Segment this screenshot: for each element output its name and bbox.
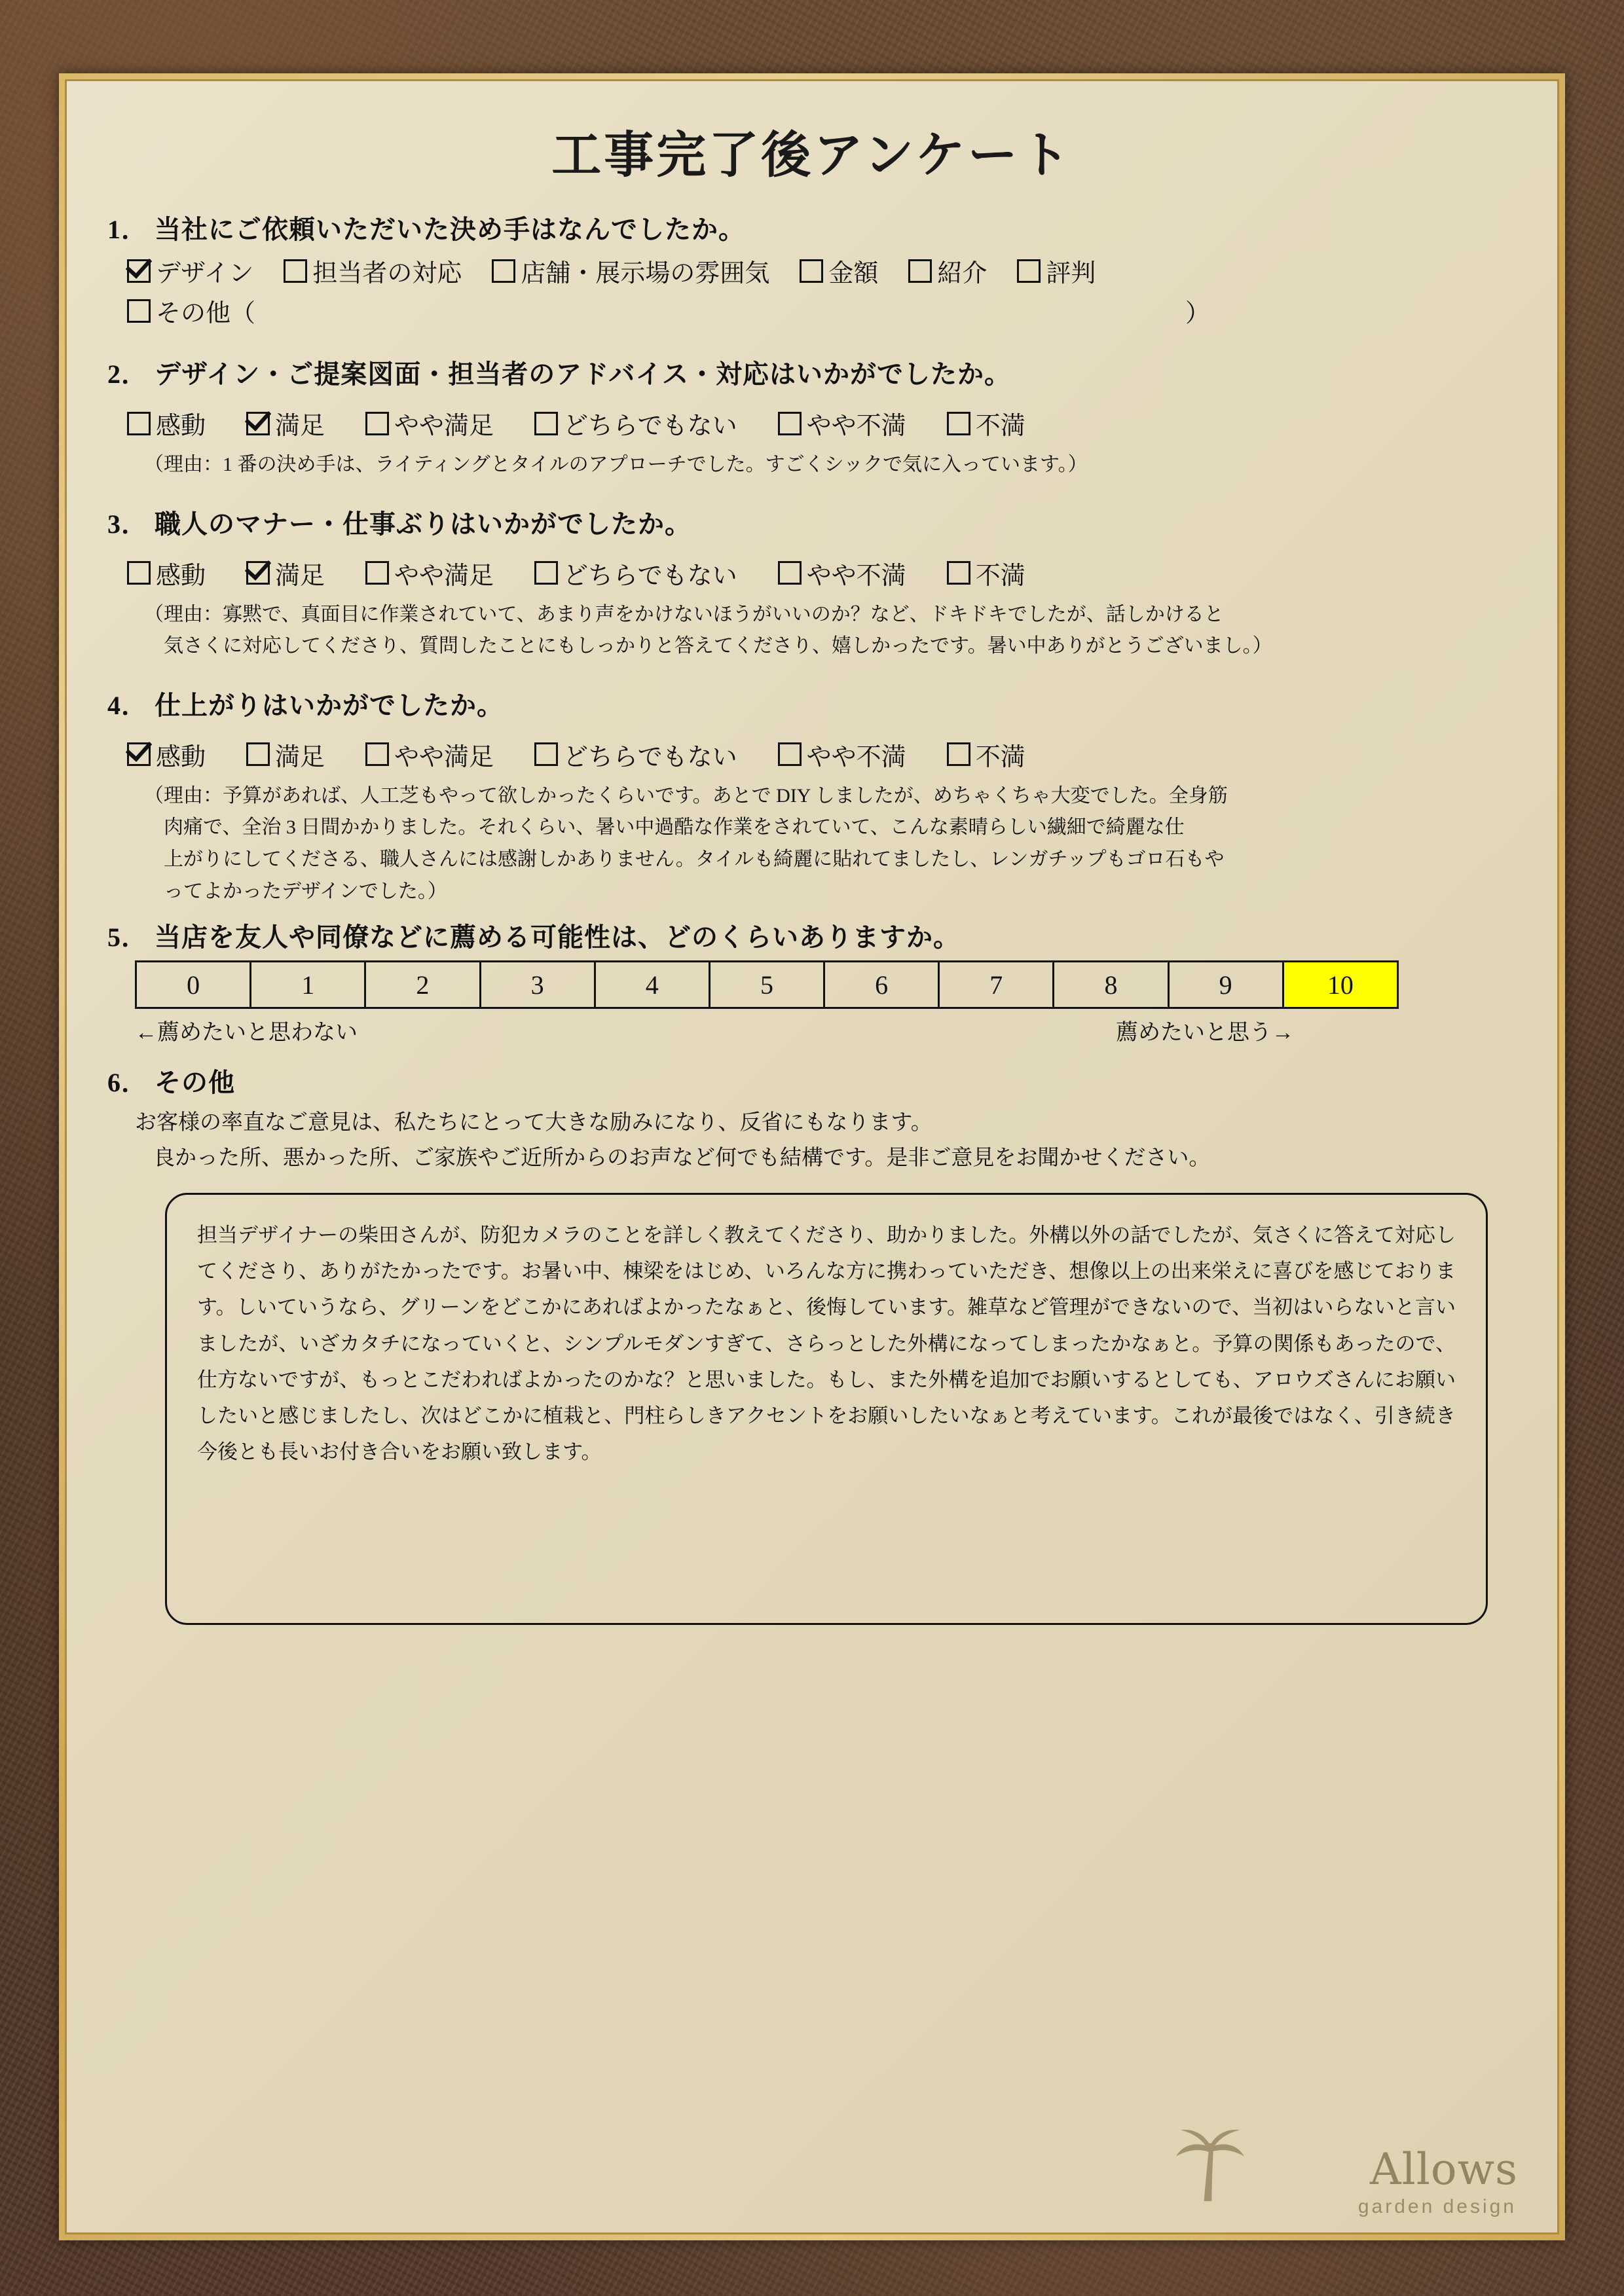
checkbox-icon[interactable] [246, 742, 270, 766]
question-3-options [107, 555, 1517, 591]
option-manzoku[interactable] [246, 405, 325, 441]
nps-scale [135, 960, 1399, 1009]
option-label: 感動 [156, 743, 206, 771]
option-fuman[interactable] [947, 737, 1025, 773]
checkbox-icon[interactable] [534, 412, 558, 435]
option-label: 不満 [975, 743, 1025, 771]
option-dochiratomo[interactable] [534, 737, 737, 773]
checkbox-icon[interactable] [127, 412, 151, 435]
option-label: やや満足 [394, 743, 494, 771]
nps-cell-3[interactable]: 3 [480, 962, 595, 1008]
option-fuman[interactable] [947, 555, 1025, 591]
nps-left-label: ←薦めたいと思わない [135, 1021, 358, 1046]
question-2-number: 2． [107, 359, 148, 389]
checkbox-icon[interactable] [534, 742, 558, 766]
nps-cell-5[interactable]: 5 [709, 962, 824, 1008]
nps-cell-1[interactable]: 1 [251, 962, 365, 1008]
question-4-text: 仕上がりはいかがでしたか。 [155, 690, 504, 720]
option-label: やや満足 [394, 562, 494, 590]
checkbox-icon[interactable] [534, 561, 558, 585]
question-1-other-row[interactable] [107, 293, 1517, 329]
nps-right-label: 薦めたいと思う→ [1116, 1021, 1294, 1046]
checkbox-icon[interactable] [778, 412, 802, 435]
question-2-text: デザイン・ご提案図面・担当者のアドバイス・対応はいかがでしたか。 [155, 359, 1011, 389]
question-6-note [107, 1106, 1517, 1176]
option-label: 不満 [975, 562, 1025, 590]
checkbox-checked-icon[interactable] [127, 742, 151, 766]
question-6-text: その他 [155, 1068, 235, 1098]
nps-cell-6[interactable]: 6 [824, 962, 939, 1008]
option-yaya-fuman[interactable] [778, 405, 906, 441]
question-2-options [107, 405, 1517, 441]
free-comment-box[interactable]: 担当デザイナーの柴田さんが、防犯カメラのことを詳しく教えてくださり、助かりました。外構以外の話でしたが、気さくに答えて対応してくださり、ありがたかったです。お暑い中、棟梁をはじめ、いろんな方に携わっていただき、想像以上の出来栄えに喜びを感じております。しいていうなら、グリーンをどこかにあればよかったなぁと、後悔しています。雑草など管理ができないので、当初はいらないと言いましたが、いざカタチになっていくと、シンプルモダンすぎて、さらっとした外構になってしまったかなぁと。予算の関係もあったので、仕方ないですが、もっとこだわればよかったのかな？と思いました。もし、また外構を追加でお願いするとしても、アロウズさんにお願いしたいと感じましたし、次はどこかに植栽と、門柱らしきアクセントをお願いしたいなぁと考えています。これが最後ではなく、引き続き今後とも長いお付き合いをお願い致します。 [165, 1193, 1488, 1625]
option-label: デザイン [156, 260, 254, 287]
palm-tree-icon [1171, 2124, 1249, 2209]
option-yaya-manzoku[interactable] [365, 405, 494, 441]
nps-scale-wrapper [107, 960, 1517, 1009]
question-5-heading [107, 917, 1517, 954]
nps-cell-10-selected[interactable]: 10 [1283, 962, 1397, 1008]
nps-cell-9[interactable]: 9 [1168, 962, 1283, 1008]
logo-tagline: garden design [1357, 2196, 1517, 2217]
option-yaya-fuman[interactable] [778, 737, 906, 773]
option-dochiratomo[interactable] [534, 405, 737, 441]
logo-name: Allows [1370, 2144, 1518, 2195]
option-kando[interactable] [127, 405, 206, 441]
option-label: どちらでもない [563, 562, 737, 590]
option-label: 紹介 [937, 260, 987, 287]
other-label: その他（ [156, 300, 256, 327]
question-2-reason: （理由：1 番の決め手は、ライティングとタイルのアプローチでした。すごくシックで気に入っています。） [144, 454, 1088, 475]
question-1-heading [107, 209, 1517, 246]
option-label: やや不満 [806, 412, 906, 440]
question-5-text: 当店を友人や同僚などに薦める可能性は、どのくらいありますか。 [155, 922, 960, 953]
checkbox-icon[interactable] [365, 742, 389, 766]
checkbox-icon[interactable] [127, 561, 151, 585]
question-3-reason-line1: （理由：寡黙で、真面目に作業されていて、あまり声をかけないほうがいいのか？など、ドキドキでしたが、話しかけると [144, 603, 1224, 625]
page-title: 工事完了後アンケート [551, 126, 1073, 184]
question-4-reason-line4: ってよかったデザインでした。） [164, 880, 447, 902]
option-label: 満足 [275, 562, 325, 590]
option-label: 感動 [156, 562, 206, 590]
question-1-number: 1． [107, 215, 148, 244]
checkbox-icon[interactable] [947, 412, 970, 435]
option-yaya-manzoku[interactable] [365, 737, 494, 773]
option-label: 満足 [275, 412, 325, 440]
question-2 [107, 354, 1517, 481]
nps-cell-7[interactable]: 7 [939, 962, 1054, 1008]
question-6-number: 6． [107, 1068, 148, 1098]
question-5 [107, 917, 1517, 1046]
option-staff-response[interactable] [284, 253, 462, 289]
checkbox-icon[interactable] [284, 259, 307, 283]
checkbox-icon[interactable] [778, 561, 802, 585]
question-5-number: 5． [107, 922, 148, 953]
checkbox-checked-icon[interactable] [246, 561, 270, 585]
checkbox-icon[interactable] [365, 412, 389, 435]
option-label: 感動 [156, 412, 206, 440]
question-6-note-line2: 良かった所、悪かった所、ご家族やご近所からのお声など何でも結構です。是非ご意見をお聞かせください。 [153, 1146, 1211, 1170]
question-1-options [107, 253, 1517, 289]
option-label: 評判 [1046, 260, 1096, 287]
nps-cell-0[interactable]: 0 [136, 962, 251, 1008]
question-1-text: 当社にご依頼いただいた決め手はなんでしたか。 [155, 215, 745, 244]
question-4-reason-line1: （理由：予算があれば、人工芝もやって欲しかったくらいです。あとで DIY しましたが、めちゃくちゃ大変でした。全身筋 [144, 784, 1228, 807]
checkbox-icon[interactable] [1017, 259, 1041, 283]
checkbox-icon[interactable] [127, 299, 151, 323]
question-4-reason-line2: 肉痛で、全治 3 日間かかりました。それくらい、暑い中過酷な作業をされていて、こんな素晴らしい繊細で綺麗な仕 [164, 816, 1185, 839]
question-6-note-line1: お客様の率直なご意見は、私たちにとって大きな励みになり、反省にもなります。 [135, 1111, 932, 1135]
option-label: 満足 [275, 743, 325, 771]
question-6-heading [107, 1062, 1517, 1099]
checkbox-icon[interactable] [778, 742, 802, 766]
option-label: やや不満 [806, 743, 906, 771]
option-referral[interactable] [908, 253, 987, 289]
checkbox-checked-icon[interactable] [127, 259, 151, 283]
checkbox-icon[interactable] [947, 742, 970, 766]
nps-cell-4[interactable]: 4 [595, 962, 709, 1008]
survey-sheet [59, 73, 1565, 2240]
question-4-heading [107, 685, 1517, 722]
option-label: やや不満 [806, 562, 906, 590]
question-4-reason-line3: 上がりにしてくださる、職人さんには感謝しかありません。タイルも綺麗に貼れてましたし、レンガチップもゴロ石もや [164, 848, 1225, 870]
nps-scale-row [136, 962, 1398, 1008]
question-3 [107, 503, 1517, 663]
question-6 [107, 1062, 1517, 1625]
option-price[interactable] [800, 253, 878, 289]
checkbox-icon[interactable] [365, 561, 389, 585]
option-manzoku[interactable] [246, 737, 325, 773]
checkbox-icon[interactable] [492, 259, 515, 283]
option-label: どちらでもない [563, 743, 737, 771]
checkbox-icon[interactable] [947, 561, 970, 585]
option-label: 金額 [828, 260, 879, 287]
question-3-number: 3． [107, 509, 148, 539]
other-close-paren: ） [1185, 300, 1211, 327]
option-kando[interactable] [127, 737, 206, 773]
checkbox-icon[interactable] [908, 259, 932, 283]
option-label: 店舗・展示場の雰囲気 [521, 260, 770, 287]
nps-cell-8[interactable]: 8 [1054, 962, 1168, 1008]
question-4-reason [107, 780, 1517, 907]
question-4 [107, 685, 1517, 907]
option-label: どちらでもない [563, 412, 737, 440]
question-3-reason [107, 599, 1517, 663]
question-4-number: 4． [107, 690, 148, 720]
nps-cell-2[interactable]: 2 [365, 962, 480, 1008]
survey-sheet-inner [65, 79, 1559, 2234]
option-dochiratomo[interactable] [534, 555, 737, 591]
option-shop-atmosphere[interactable] [492, 253, 769, 289]
option-manzoku[interactable] [246, 555, 325, 591]
option-reputation[interactable] [1017, 253, 1096, 289]
option-yaya-manzoku[interactable] [365, 555, 494, 591]
checkbox-icon[interactable] [800, 259, 823, 283]
question-4-options [107, 737, 1517, 773]
option-yaya-fuman[interactable] [778, 555, 906, 591]
option-design[interactable] [127, 253, 253, 289]
question-3-heading [107, 503, 1517, 541]
question-2-heading [107, 354, 1517, 391]
question-1 [107, 209, 1517, 329]
option-kando[interactable] [127, 555, 206, 591]
option-label: やや満足 [394, 412, 494, 440]
question-3-text: 職人のマナー・仕事ぶりはいかがでしたか。 [155, 509, 692, 539]
option-label: 担当者の対応 [312, 260, 462, 287]
question-3-reason-line2: 気さくに対応してくださり、質問したことにもしっかりと答えてくださり、嬉しかったです。暑い中ありがとうございまし。） [164, 635, 1272, 657]
option-fuman[interactable] [947, 405, 1025, 441]
checkbox-checked-icon[interactable] [246, 412, 270, 435]
option-label: 不満 [975, 412, 1025, 440]
nps-scale-labels [107, 1014, 1399, 1046]
